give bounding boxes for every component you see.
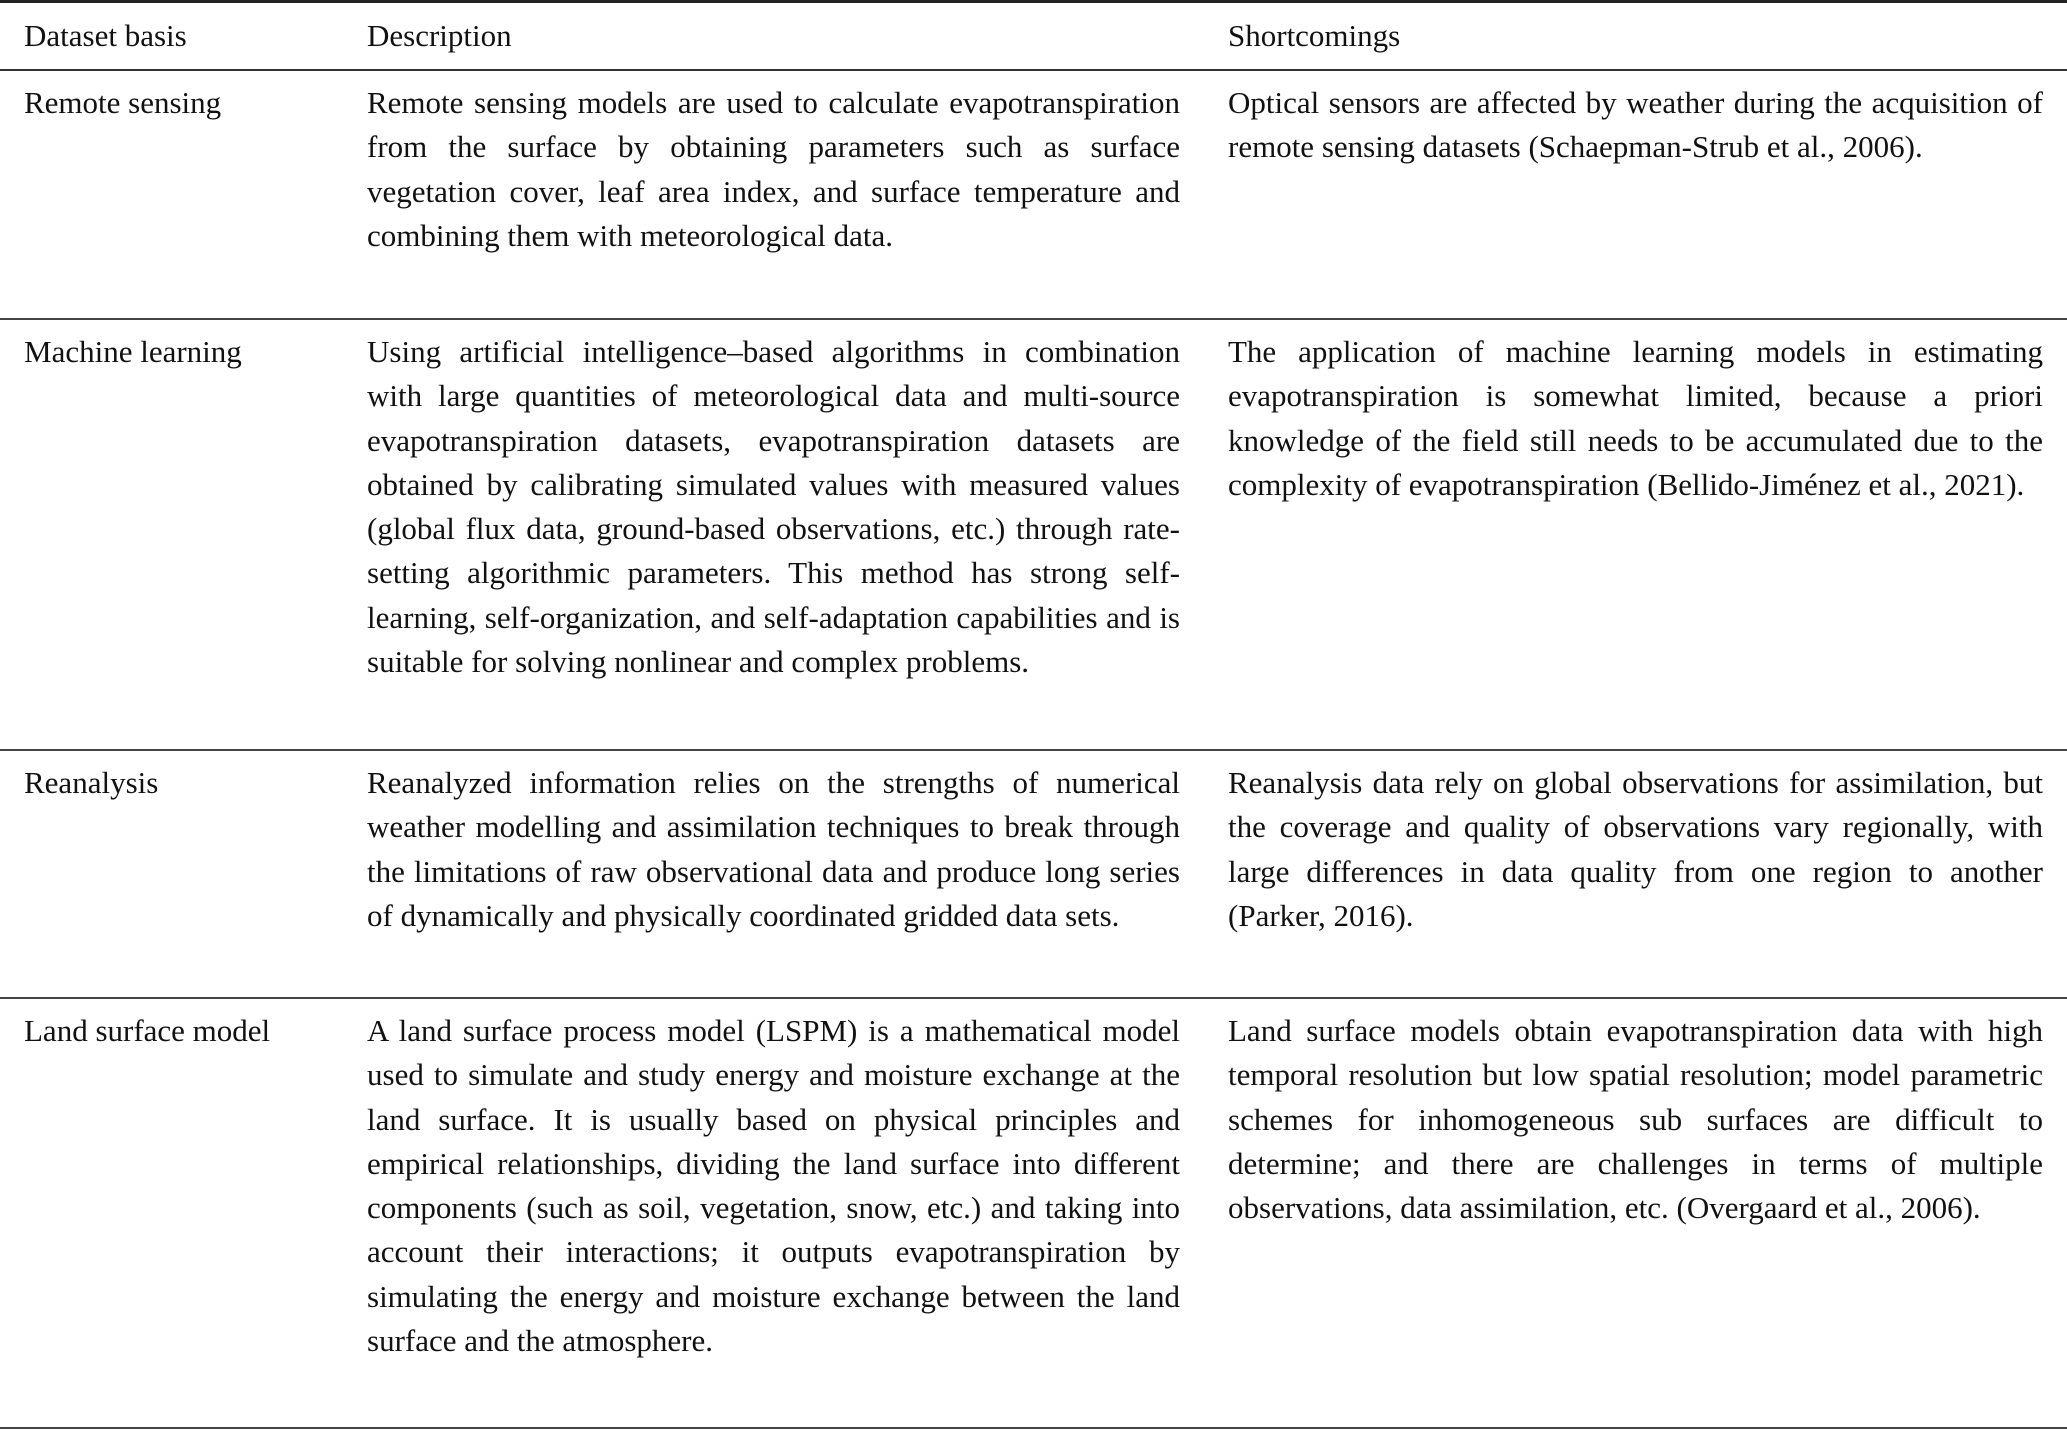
cell-description: Reanalyzed information relies on the strengths of numerical weather modelling and assimilation techniques to break through the limitations of raw observational data and produce long series of dynamically and physically coordinated gridded data sets. <box>367 765 1180 933</box>
header-dataset-basis: Dataset basis <box>24 17 187 53</box>
table-header-row <box>0 0 2067 71</box>
table-row <box>0 71 2067 320</box>
cell-shortcomings: Reanalysis data rely on global observations for assimilation, but the coverage and quality of observations vary regionally, with large differences in data quality from one region to another (Parker, 2016). <box>1228 765 2043 933</box>
cell-description: A land surface process model (LSPM) is a mathematical model used to simulate and study energy and moisture exchange at the land surface. It is usually based on physical principles and empirical relationships, dividing the land surface into different components (such as soil, vegetation, snow, etc.) and taking into account their interactions; it outputs evapotranspiration by simulating the energy and moisture exchange between the land surface and the atmosphere. <box>367 1013 1180 1359</box>
cell-basis: Reanalysis <box>24 765 159 800</box>
cell-shortcomings: The application of machine learning models in estimating evapotranspiration is somewhat limited, because a priori knowledge of the field still needs to be accumulated due to the complexity of evapotranspiration (Bellido-Jiménez et al., 2021). <box>1228 334 2043 502</box>
table-row <box>0 999 2067 1429</box>
cell-description: Using artificial intelligence–based algorithms in combination with large quantities of meteorological data and multi-source evapotranspiration datasets, evapotranspiration datasets are obtained by calibrating simulated values with measured values (global flux data, ground-based observations, etc.) through rate-setting algorithmic parameters. This method has strong self-learning, self-organization, and self-adaptation capabilities and is suitable for solving nonlinear and complex problems. <box>367 334 1180 680</box>
table-row <box>0 751 2067 999</box>
cell-basis: Remote sensing <box>24 85 222 120</box>
cell-basis: Machine learning <box>24 334 242 369</box>
header-description: Description <box>367 17 512 53</box>
header-shortcomings: Shortcomings <box>1228 17 1401 53</box>
cell-shortcomings: Optical sensors are affected by weather during the acquisition of remote sensing datasets (Schaepman-Strub et al., 2006). <box>1228 85 2043 165</box>
cell-basis: Land surface model <box>24 1013 271 1048</box>
cell-shortcomings: Land surface models obtain evapotranspiration data with high temporal resolution but low spatial resolution; model parametric schemes for inhomogeneous sub surfaces are difficult to determine; and there are challenges in terms of multiple observations, data assimilation, etc. (Overgaard et al., 2006). <box>1228 1013 2043 1226</box>
table-row <box>0 320 2067 751</box>
cell-description: Remote sensing models are used to calculate evapotranspiration from the surface by obtaining parameters such as surface vegetation cover, leaf area index, and surface temperature and combining them with meteorological data. <box>367 85 1180 253</box>
